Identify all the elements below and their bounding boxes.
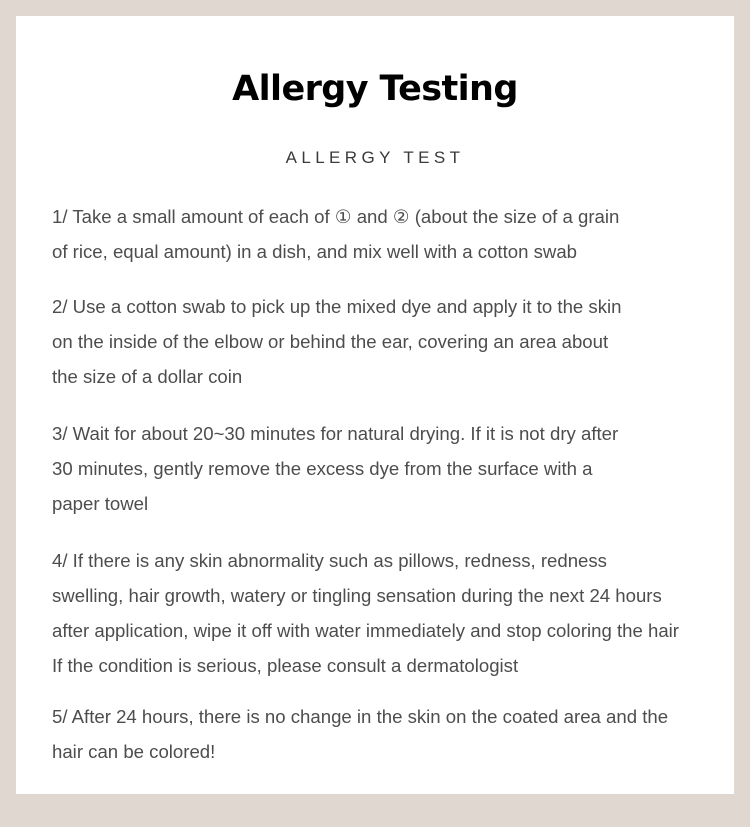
page-subtitle: ALLERGY TEST: [285, 148, 465, 167]
step-2-line-3: the size of a dollar coin: [52, 366, 243, 387]
step-4: [52, 543, 722, 683]
step-4-line-2: swelling, hair growth, watery or tingling sensation during the next 24 hours: [52, 585, 662, 606]
step-2: [52, 289, 722, 394]
step-5-line-2: hair can be colored!: [52, 741, 216, 762]
step-3-line-3: paper towel: [52, 493, 149, 514]
step-5-line-1: 5/ After 24 hours, there is no change in the skin on the coated area and the: [52, 706, 669, 727]
step-3-line-1: 3/ Wait for about 20~30 minutes for natural drying. If it is not dry after: [52, 423, 619, 444]
step-3: [52, 416, 722, 521]
step-4-line-1: 4/ If there is any skin abnormality such as pillows, redness, redness: [52, 550, 607, 571]
step-2-line-2: on the inside of the elbow or behind the ear, covering an area about: [52, 331, 609, 352]
step-2-line-1: 2/ Use a cotton swab to pick up the mixed dye and apply it to the skin: [52, 296, 622, 317]
step-1-line-1: 1/ Take a small amount of each of ① and ② (about the size of a grain: [52, 206, 620, 227]
step-4-line-4: If the condition is serious, please consult a dermatologist: [52, 655, 519, 676]
page-title: Allergy Testing: [232, 69, 518, 109]
step-4-line-3: after application, wipe it off with water immediately and stop coloring the hair: [52, 620, 680, 641]
step-1-line-2: of rice, equal amount) in a dish, and mix well with a cotton swab: [52, 241, 578, 262]
step-3-line-2: 30 minutes, gently remove the excess dye from the surface with a: [52, 458, 593, 479]
step-5: [52, 699, 722, 769]
step-1: [52, 199, 722, 269]
